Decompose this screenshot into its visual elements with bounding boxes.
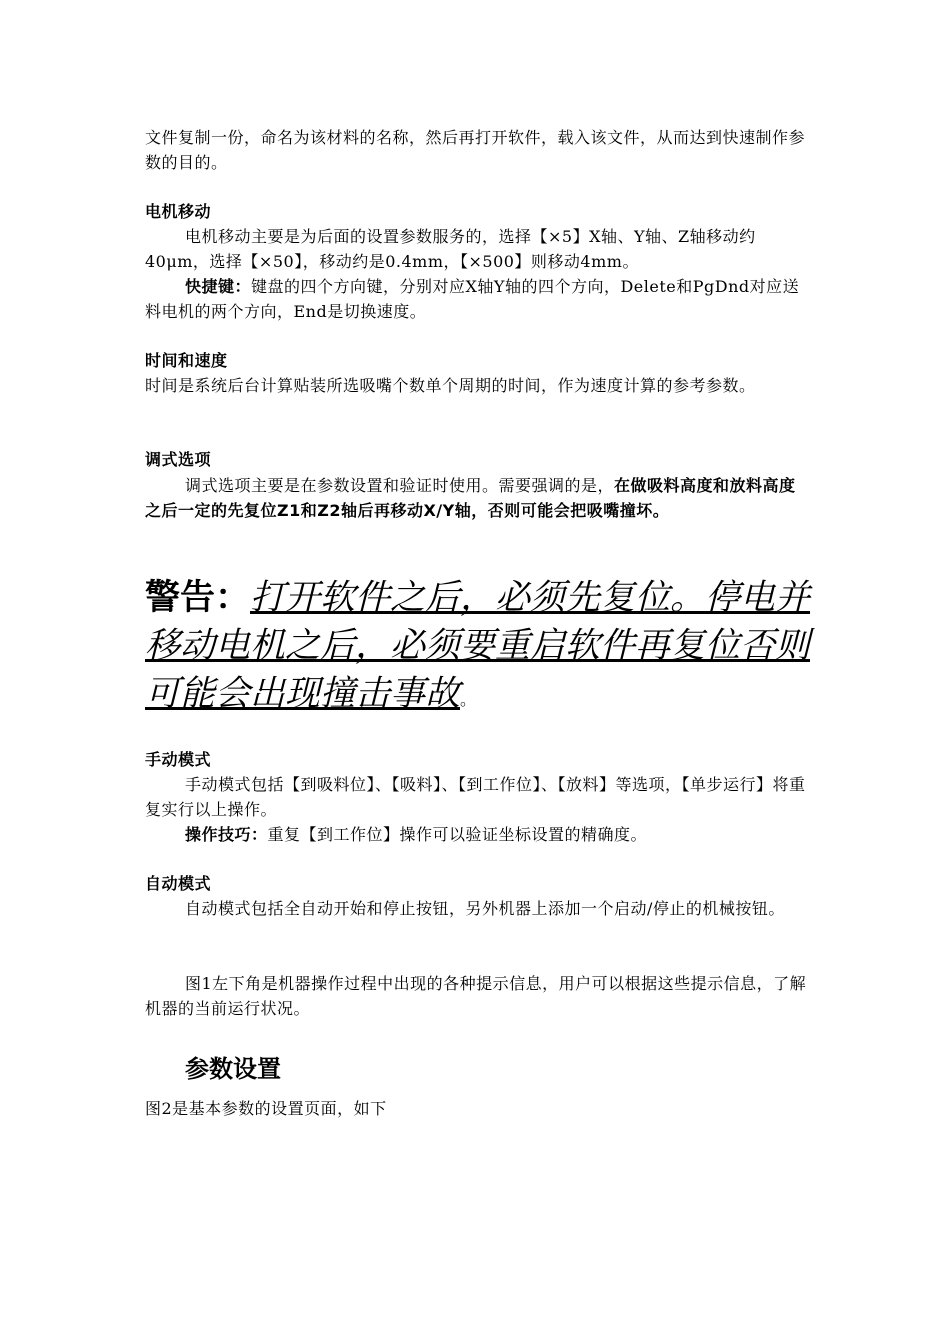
motor-move-heading: 电机移动 <box>145 202 212 221</box>
warning-text: 打开软件之后，必须先复位。停电并移动电机之后，必须要重启软件再复位否则可能会出现撞击事故 <box>145 578 811 714</box>
shortcut-text: 键盘的四个方向键，分别对应X轴Y轴的四个方向，Delete和PgDnd对应送料电机的两个方向，End是切换速度。 <box>145 277 800 321</box>
tip-label: 操作技巧： <box>185 825 268 844</box>
debug-paragraph <box>145 473 810 523</box>
debug-bold-text: 在做吸料高度和放料高度之后一定的先复位Z1和Z2轴后再移动X/Y轴，否则可能会把吸嘴撞坏。 <box>145 476 796 520</box>
intro-paragraph: 文件复制一份，命名为该材料的名称，然后再打开软件，载入该文件，从而达到快速制作参数的目的。 <box>145 128 806 172</box>
shortcut-paragraph <box>145 274 810 324</box>
manual-mode-heading: 手动模式 <box>145 750 212 769</box>
time-speed-heading: 时间和速度 <box>145 351 228 370</box>
param-settings-heading: 参数设置 <box>185 1055 281 1083</box>
manual-tip-paragraph <box>145 822 810 847</box>
auto-mode-paragraph: 自动模式包括全自动开始和停止按钮，另外机器上添加一个启动/停止的机械按钮。 <box>185 899 785 918</box>
warning-end: 。 <box>460 690 477 709</box>
motor-move-paragraph: 电机移动主要是为后面的设置参数服务的，选择【×5】X轴、Y轴、Z轴移动约40μm，选择【×50】，移动约是0.4mm，【×500】则移动4mm。 <box>145 227 756 271</box>
debug-plain-text: 调式选项主要是在参数设置和验证时使用。需要强调的是， <box>185 476 615 495</box>
debug-heading: 调式选项 <box>145 450 212 469</box>
param-settings-paragraph: 图2是基本参数的设置页面，如下 <box>145 1099 387 1118</box>
warning-block <box>145 574 825 724</box>
warning-label: 警告： <box>145 578 251 618</box>
fig1-note-paragraph: 图1左下角是机器操作过程中出现的各种提示信息，用户可以根据这些提示信息，了解机器的当前运行状况。 <box>145 974 807 1018</box>
manual-mode-paragraph: 手动模式包括【到吸料位】、【吸料】、【到工作位】、【放料】等选项，【单步运行】将重复实行以上操作。 <box>145 775 806 819</box>
time-speed-paragraph: 时间是系统后台计算贴装所选吸嘴个数单个周期的时间，作为速度计算的参考参数。 <box>145 376 756 395</box>
auto-mode-heading: 自动模式 <box>145 874 212 893</box>
tip-text: 重复【到工作位】操作可以验证坐标设置的精确度。 <box>267 825 648 844</box>
shortcut-label: 快捷键： <box>185 277 252 296</box>
